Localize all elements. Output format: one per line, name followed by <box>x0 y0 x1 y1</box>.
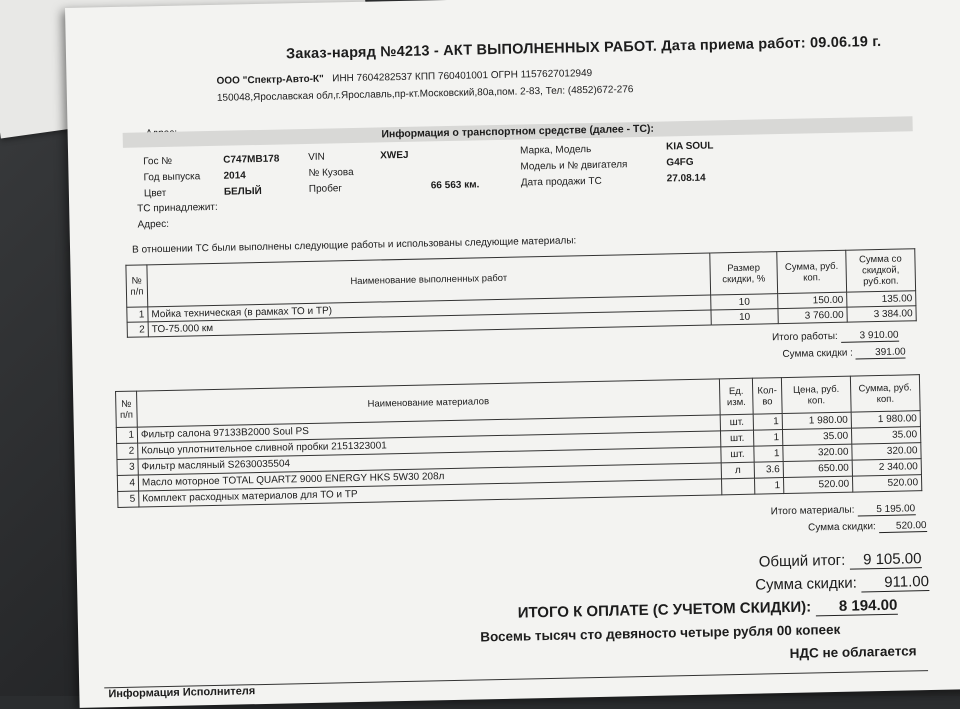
materials-table <box>115 374 922 508</box>
mileage-label: Пробег <box>308 183 343 195</box>
executor-info: Информация Исполнителя <box>104 670 928 708</box>
gos-value: С747МВ178 <box>223 153 280 166</box>
brand-value: KIA SOUL <box>665 140 714 153</box>
title-text: АКТ ВЫПОЛНЕННЫХ РАБОТ. Дата приема работ: 09.06.19 г. <box>442 33 882 60</box>
cell-sum: 320.00 <box>852 443 921 460</box>
grand-total-label: Общий итог: <box>758 551 846 571</box>
vin-value: XWEJ <box>380 149 409 162</box>
summary-discount-value: 911.00 <box>861 573 929 592</box>
year-value: 2014 <box>223 170 246 182</box>
cell-unit: шт. <box>721 446 754 463</box>
works-col-sum-disc: Сумма со скидкой, руб.коп. <box>846 249 916 292</box>
cell-num: 4 <box>117 475 138 491</box>
company-line <box>216 68 592 87</box>
materials-col-num: № п/п <box>116 391 138 427</box>
pay-total <box>518 597 898 623</box>
cell-unit: л <box>721 462 754 479</box>
works-total-label: Итого работы: <box>771 330 838 344</box>
vin-label: VIN <box>308 151 325 163</box>
cell-num: 1 <box>127 307 148 322</box>
cell-price: 1 980.00 <box>782 412 851 429</box>
owner-address-label: Адрес: <box>137 218 170 231</box>
cell-qty: 1 <box>754 478 783 495</box>
year-label: Год выпуска <box>143 171 201 184</box>
document-sheet <box>65 0 960 708</box>
cell-unit: шт. <box>720 430 753 447</box>
materials-col-qty: Кол-во <box>752 378 782 415</box>
cell-sum-disc: 3 384.00 <box>847 306 916 322</box>
gos-label: Гос № <box>143 155 173 168</box>
cell-discount: 10 <box>711 309 778 325</box>
works-intro: В отношении ТС были выполнены следующие работы и использованы следующие материалы: <box>131 235 577 256</box>
cell-qty: 1 <box>753 430 782 447</box>
grand-total <box>759 550 922 571</box>
materials-total <box>771 503 916 518</box>
works-col-name: Наименование выполненных работ <box>147 253 711 307</box>
materials-col-sum: Сумма, руб. коп. <box>850 375 920 412</box>
pay-total-value: 8 194.00 <box>815 597 897 617</box>
works-table <box>125 248 916 338</box>
cell-name: ТО-75.000 км <box>148 310 711 337</box>
works-discount-label: Сумма скидки : <box>782 347 854 361</box>
materials-col-unit: Ед. изм. <box>719 378 753 415</box>
company-requisites: ИНН 7604282537 КПП 760401001 ОГРН 1157627012949 <box>332 67 593 85</box>
color-value: БЕЛЫЙ <box>223 185 262 198</box>
cell-price: 520.00 <box>783 476 852 493</box>
cell-sum: 150.00 <box>778 292 847 308</box>
document-title <box>286 34 882 62</box>
cell-sum: 520.00 <box>852 475 921 492</box>
cell-num: 5 <box>118 491 139 507</box>
company-name: ООО "Спектр-Авто-К" <box>216 73 324 87</box>
owner-label: ТС принадлежит: <box>137 201 218 215</box>
cell-sum: 2 340.00 <box>852 459 921 476</box>
works-total-value: 3 910.00 <box>840 330 898 343</box>
pay-total-label: ИТОГО К ОПЛАТЕ (С УЧЕТОМ СКИДКИ): <box>517 598 812 622</box>
cell-discount: 10 <box>711 294 778 310</box>
cell-sum: 3 760.00 <box>778 307 847 323</box>
materials-total-label: Итого материалы: <box>770 504 855 518</box>
color-label: Цвет <box>143 187 167 200</box>
cell-qty: 1 <box>754 446 783 463</box>
materials-discount <box>808 520 927 534</box>
company-address: 150048,Ярославская обл,г.Ярославль,пр-кт.Московский,80а,пом. 2-83, Тел: (4852)672-276 <box>216 84 634 104</box>
grand-total-value: 9 105.00 <box>849 550 921 570</box>
cell-num: 3 <box>117 459 138 475</box>
cell-name: Фильтр салона 97133В2000 Soul PS <box>137 415 720 443</box>
materials-discount-value: 520.00 <box>878 520 926 533</box>
brand-label: Марка, Модель <box>519 144 592 157</box>
cell-unit: шт. <box>720 414 753 431</box>
vehicle-section-title: Информация о транспортном средстве (далее - ТС): <box>123 116 913 148</box>
cell-qty: 1 <box>753 414 782 431</box>
works-discount-value: 391.00 <box>856 346 906 359</box>
sale-value: 27.08.14 <box>666 172 706 185</box>
materials-total-value: 5 195.00 <box>857 503 915 516</box>
cell-sum: 35.00 <box>851 427 920 444</box>
cell-name: Мойка техническая (в рамках ТО и ТР) <box>148 295 711 322</box>
body-label: № Кузова <box>308 166 354 179</box>
cell-price: 35.00 <box>782 428 851 445</box>
works-total <box>772 330 899 345</box>
cell-price: 650.00 <box>783 460 852 477</box>
cell-sum: 1 980.00 <box>851 411 920 428</box>
summary-discount-label: Сумма скидки: <box>755 574 858 594</box>
title-prefix: Заказ-наряд №4213 - <box>285 43 444 63</box>
cell-sum-disc: 135.00 <box>847 291 916 307</box>
mileage-value: 66 563 км. <box>430 179 480 192</box>
cell-num: 2 <box>127 322 148 337</box>
works-col-discount: Размер скидки, % <box>710 252 778 295</box>
materials-col-price: Цена, руб. коп. <box>781 376 851 413</box>
engine-label: Модель и № двигателя <box>520 159 628 173</box>
works-discount <box>782 346 906 361</box>
cell-qty: 3.6 <box>754 462 783 479</box>
vat-note: НДС не облагается <box>789 643 917 661</box>
cell-name: Кольцо уплотнительное сливной пробки 2151323001 <box>138 431 721 459</box>
amount-in-words: Восемь тысяч сто девяносто четыре рубля 00 копеек <box>480 621 841 645</box>
cell-unit <box>722 478 755 495</box>
materials-discount-label: Сумма скидки: <box>807 521 876 534</box>
materials-col-name: Наименование материалов <box>137 379 721 427</box>
cell-name: Комплект расходных материалов для ТО и ТР <box>139 479 722 507</box>
works-col-sum: Сумма, руб. коп. <box>777 250 847 293</box>
cell-name: Масло моторное TOTAL QUARTZ 9000 ENERGY HKS 5W30 208л <box>138 463 721 491</box>
summary-discount <box>755 573 929 595</box>
cell-num: 2 <box>117 443 138 459</box>
engine-value: G4FG <box>666 156 694 169</box>
works-col-num: № п/п <box>126 265 148 307</box>
sale-label: Дата продажи ТС <box>520 175 602 189</box>
cell-name: Фильтр масляный S2630035504 <box>138 447 721 475</box>
cell-price: 320.00 <box>783 444 852 461</box>
cell-num: 1 <box>116 427 137 443</box>
document-content <box>65 0 960 708</box>
